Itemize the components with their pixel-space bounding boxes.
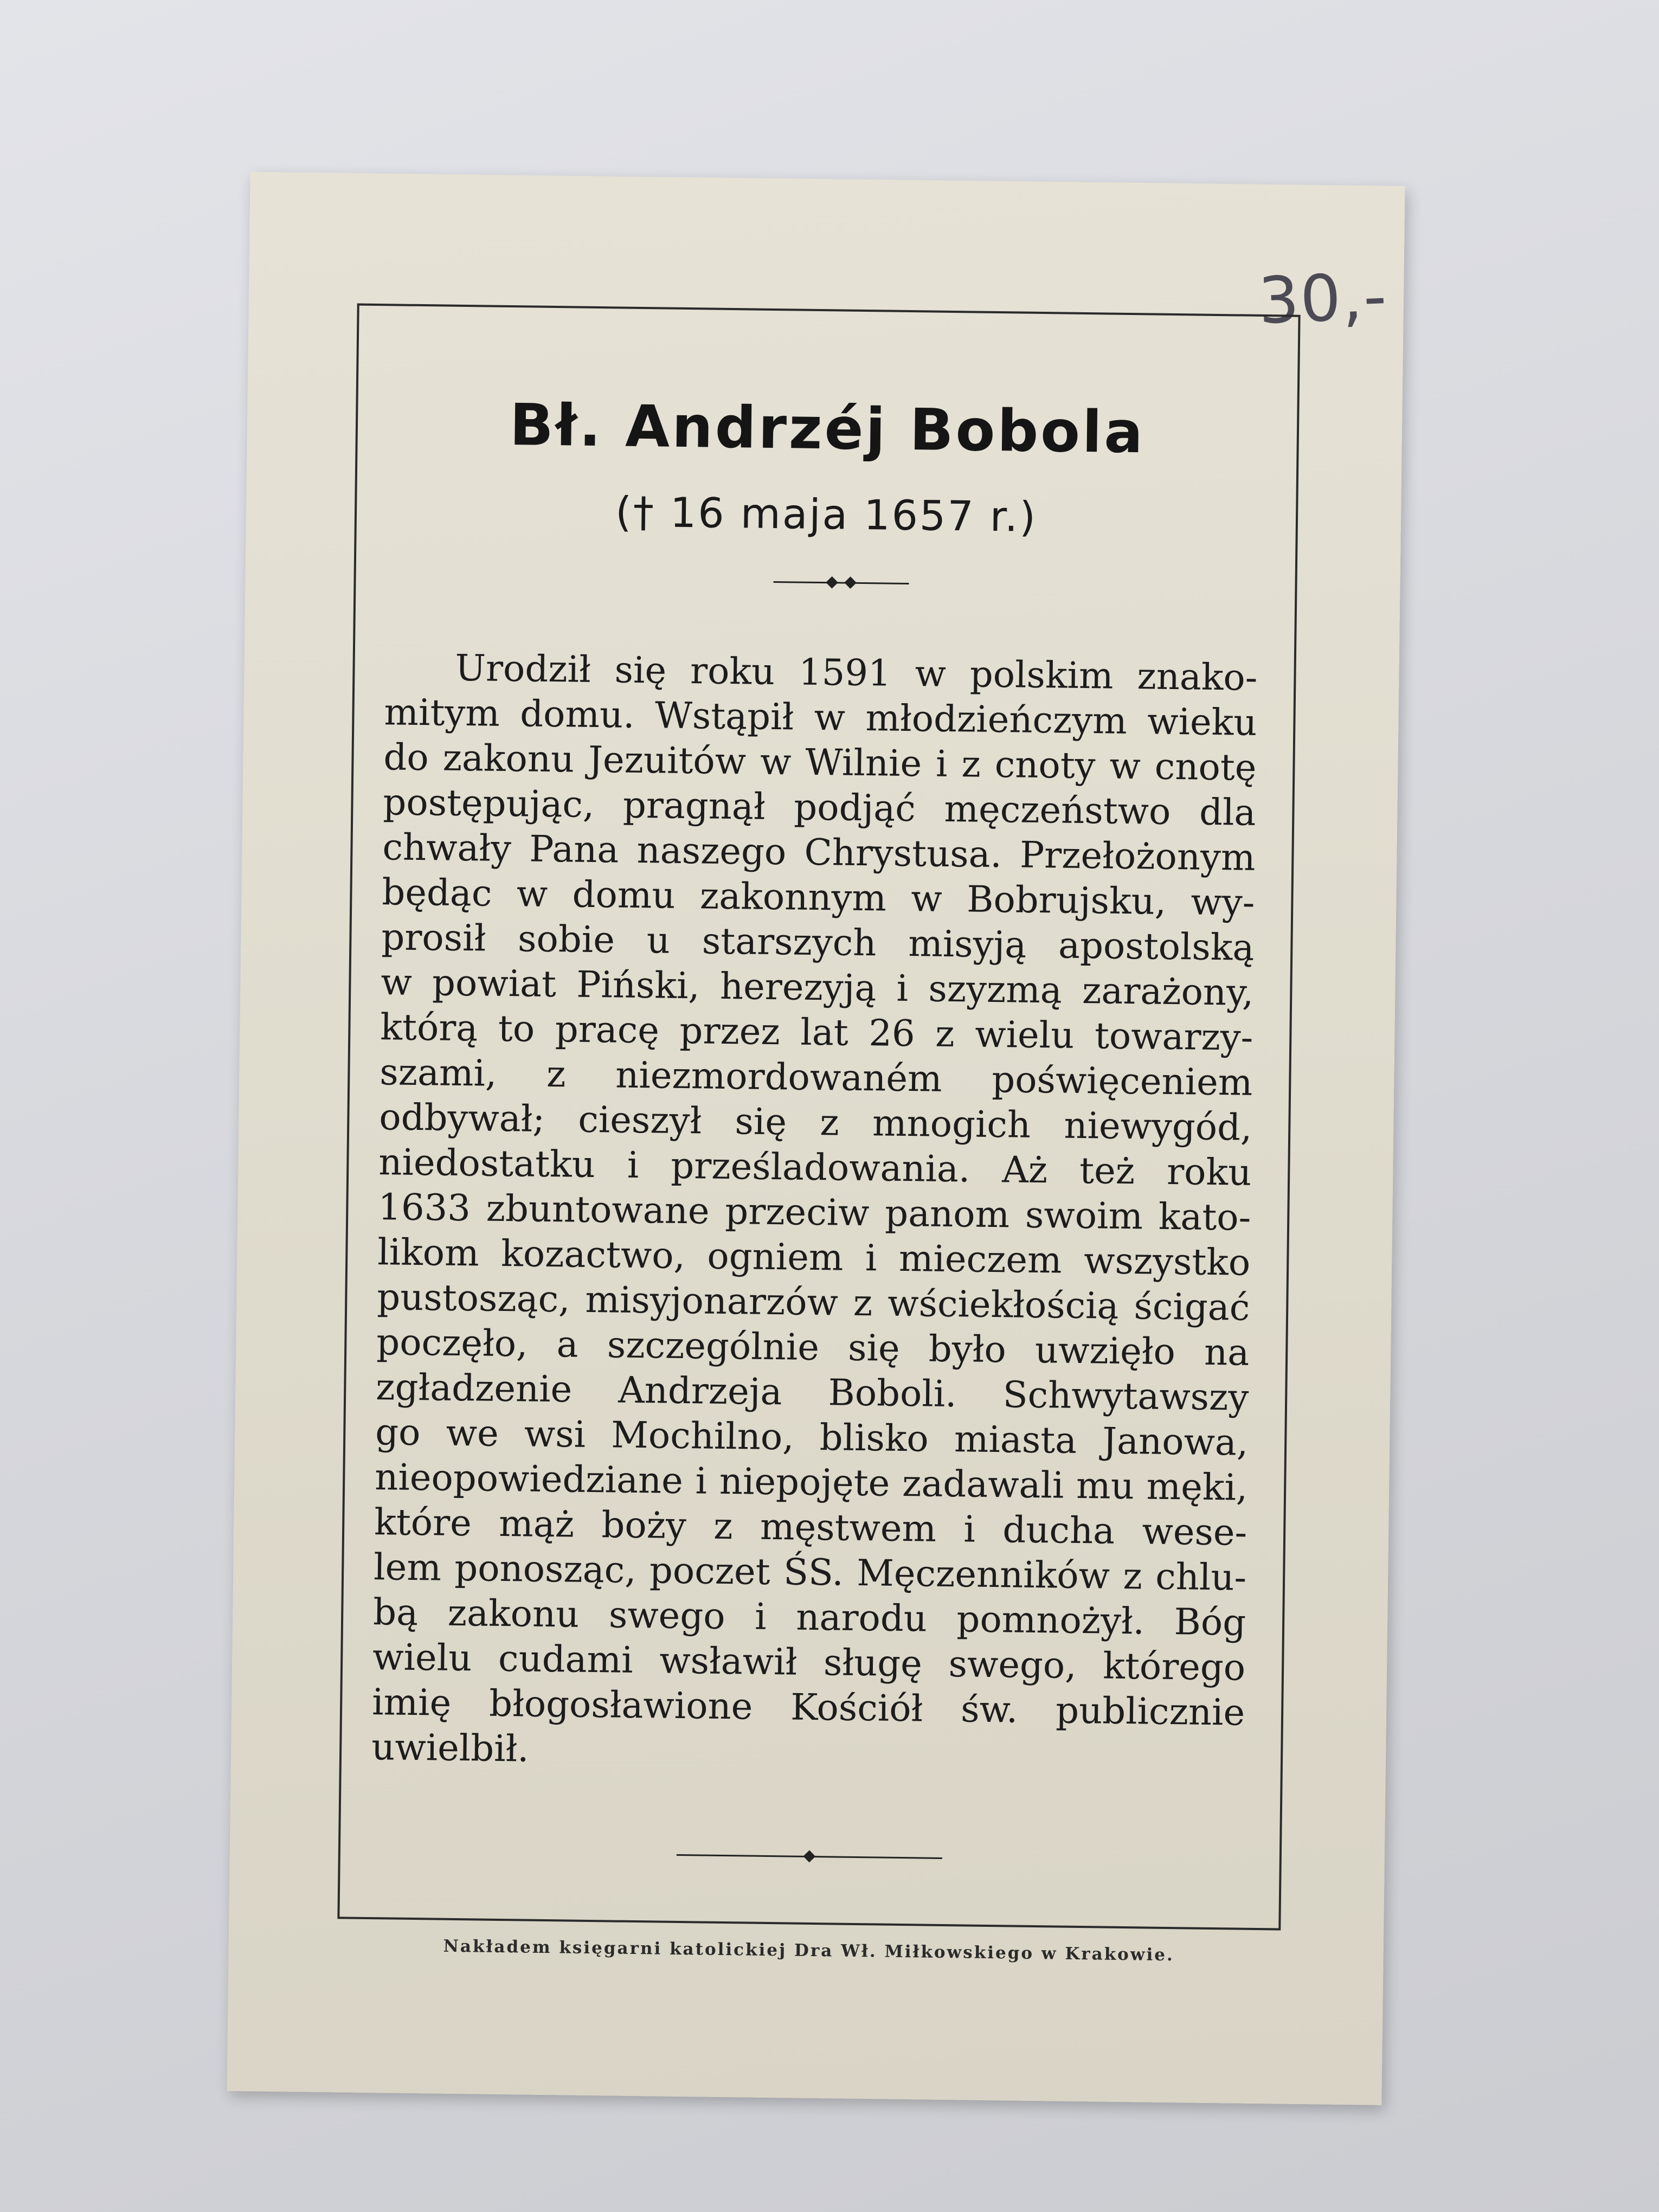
text-line: szami, z niezmordowaném poświęceniem <box>379 1051 1253 1104</box>
text-line: lem ponosząc, poczet ŚS. Męczenników z chlu- <box>373 1546 1247 1599</box>
text-line: które mąż boży z męstwem i ducha wese- <box>374 1501 1248 1554</box>
text-line: pustosząc, misyjonarzów z wściekłością ścigać <box>376 1276 1250 1329</box>
text-line: 1633 zbuntowane przeciw panom swoim kato- <box>377 1186 1251 1239</box>
text-line: chwały Pana naszego Chrystusa. Przełożonym <box>382 826 1256 879</box>
page-title: Bł. Andrzéj Bobola <box>509 391 1146 466</box>
text-line: wielu cudami wsławił sługę swego, którego <box>372 1636 1246 1689</box>
publisher-footer: Nakładem księgarni katolickiej Dra Wł. Miłkowskiego w Krakowie. <box>443 1936 1175 1965</box>
text-line: którą to pracę przez lat 26 z wielu towarzy- <box>380 1006 1253 1059</box>
text-line: w powiat Piński, herezyją i szyzmą zarażony, <box>380 961 1254 1014</box>
text-line: postępując, pragnął podjąć męczeństwo dla <box>383 781 1256 834</box>
text-line: do zakonu Jezuitów w Wilnie i z cnoty w cnotę <box>383 736 1257 789</box>
text-line: prosił sobie u starszych misyją apostolską <box>381 916 1255 969</box>
text-line: imię błogosławione Kościół św. publicznie <box>371 1681 1245 1734</box>
text-line: poczęło, a szczególnie się było uwzięło na <box>376 1321 1250 1374</box>
text-line: uwielbił. <box>371 1726 530 1770</box>
handwritten-price-note: 30,- <box>1257 258 1389 339</box>
death-date-subtitle: († 16 maja 1657 r.) <box>615 487 1038 541</box>
holy-card <box>227 172 1405 2105</box>
text-line: mitym domu. Wstąpił w młodzieńczym wieku <box>384 691 1257 744</box>
top-ornament-divider <box>773 574 909 591</box>
bottom-ornament-divider <box>677 1847 942 1866</box>
text-line: nieopowiedziane i niepojęte zadawali mu męki, <box>374 1456 1248 1509</box>
biography-text <box>371 645 1258 1780</box>
text-line: go we wsi Mochilno, blisko miasta Janowa, <box>375 1411 1249 1464</box>
text-line: zgładzenie Andrzeja Boboli. Schwytawszy <box>375 1366 1249 1419</box>
text-line: odbywał; cieszył się z mnogich niewygód, <box>378 1096 1252 1149</box>
text-frame <box>337 304 1300 1931</box>
text-line: bą zakonu swego i narodu pomnożył. Bóg <box>372 1591 1246 1644</box>
text-line: niedostatku i prześladowania. Aż też roku <box>378 1141 1252 1194</box>
text-line: Urodził się roku 1591 w polskim znako- <box>455 646 1258 699</box>
text-line: będąc w domu zakonnym w Bobrujsku, wy- <box>382 871 1255 924</box>
text-line: likom kozactwo, ogniem i mieczem wszystko <box>377 1231 1251 1284</box>
